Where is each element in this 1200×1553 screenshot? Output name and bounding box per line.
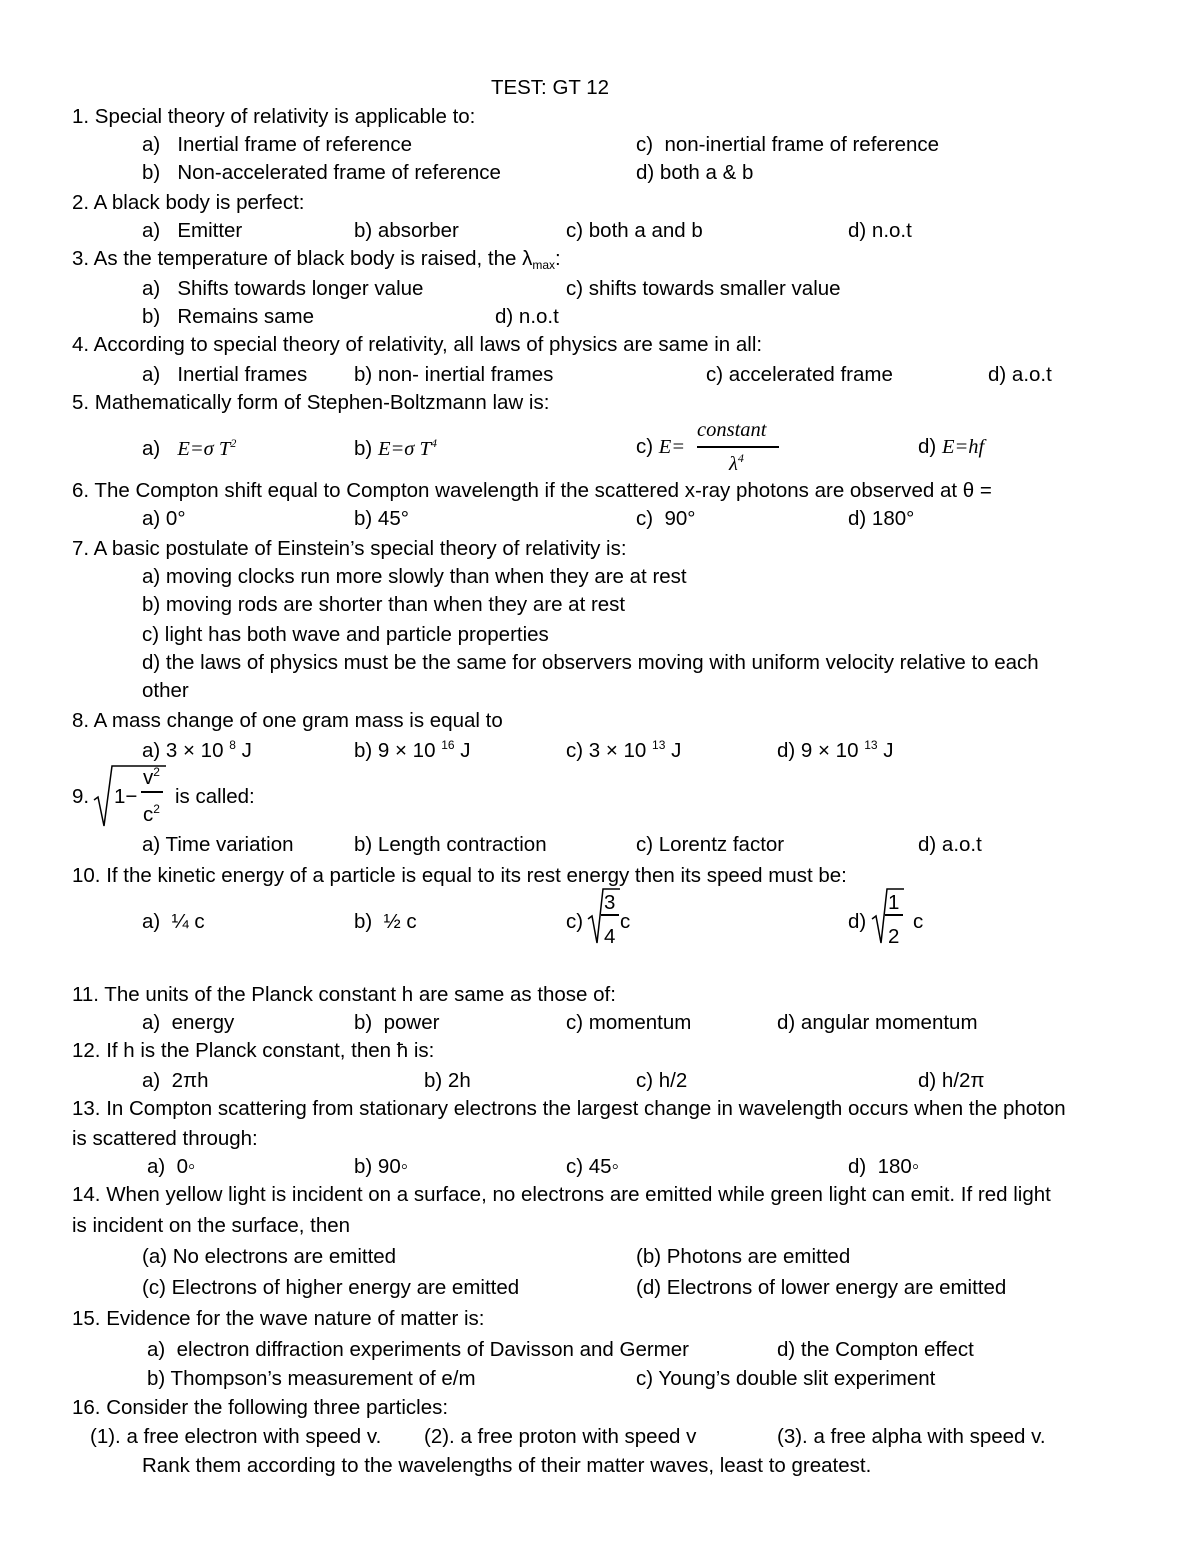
question-11-option-a: a) energy — [142, 1011, 235, 1034]
question-9-option-d: d) a.o.t — [918, 833, 982, 856]
fraction-numerator: constant — [697, 419, 767, 441]
question-9-option-a: a) Time variation — [142, 833, 294, 856]
option-text: a) 3 × 10 — [142, 738, 224, 762]
option-label: d) — [918, 435, 937, 458]
question-4-option-c: c) accelerated frame — [706, 363, 893, 386]
question-1-option-a: a) Inertial frame of reference — [142, 133, 413, 156]
question-4-option-d: d) a.o.t — [988, 363, 1052, 386]
option-text: d) 9 × 10 — [777, 738, 859, 762]
question-12-stem: 12. If h is the Planck constant, then ħ is: — [72, 1039, 435, 1062]
question-6-option-d: d) 180° — [848, 507, 915, 530]
q10-d-fraction-bar — [885, 914, 903, 916]
question-6-stem: 6. The Compton shift equal to Compton wavelength if the scattered x-ray photons are observed at θ = — [72, 479, 992, 502]
q9-numerator — [143, 766, 160, 788]
question-1-option-d: d) both a & b — [636, 161, 754, 184]
question-7-option-a: a) moving clocks run more slowly than when they are at rest — [142, 565, 687, 588]
question-3-option-c: c) shifts towards smaller value — [566, 277, 841, 300]
question-10-option-b: b) ½ c — [354, 910, 417, 933]
q10-c-numerator: 3 — [604, 891, 616, 914]
question-13-stem: 13. In Compton scattering from stationary electrons the largest change in wavelength occurs when the photon — [72, 1097, 1066, 1120]
question-3-stem — [72, 249, 561, 271]
question-12-option-d: d) h/2π — [918, 1069, 985, 1092]
equation-d: E=hf — [941, 436, 985, 458]
question-14-option-c: (c) Electrons of higher energy are emitted — [142, 1276, 520, 1299]
option-text: c) 3 × 10 — [566, 738, 647, 762]
equation-a: E=σ T — [177, 437, 231, 460]
q9-denominator — [143, 803, 160, 825]
question-16-particle-3: (3). a free alpha with speed v. — [777, 1425, 1046, 1448]
question-8-option-d — [777, 739, 894, 761]
question-11-option-d: d) angular momentum — [777, 1011, 978, 1034]
question-9-option-c: c) Lorentz factor — [636, 833, 785, 856]
question-8-option-b — [354, 739, 471, 761]
question-12-option-c: c) h/2 — [636, 1069, 688, 1092]
question-15-option-d: d) the Compton effect — [777, 1338, 974, 1361]
question-14-option-b: (b) Photons are emitted — [636, 1245, 851, 1268]
question-5-option-d — [918, 437, 984, 458]
question-14-stem: 14. When yellow light is incident on a surface, no electrons are emitted while green light can emit. If red light — [72, 1183, 1051, 1206]
exponent: 8 — [229, 738, 236, 752]
question-11-stem: 11. The units of the Planck constant h are same as those of: — [72, 983, 616, 1006]
question-2-option-c: c) both a and b — [566, 219, 703, 242]
question-3-option-a: a) Shifts towards longer value — [142, 277, 424, 300]
question-7-stem: 7. A basic postulate of Einstein’s special theory of relativity is: — [72, 537, 627, 560]
question-3-stem-colon: : — [555, 247, 561, 270]
light-speed-symbol: c — [143, 802, 154, 826]
question-6-option-c: c) 90° — [636, 507, 696, 530]
question-14-option-d: (d) Electrons of lower energy are emitted — [636, 1276, 1007, 1299]
q10-c-fraction-bar — [601, 914, 619, 916]
question-2-option-a: a) Emitter — [142, 219, 243, 242]
question-4-option-a: a) Inertial frames — [142, 363, 308, 386]
question-5-option-b — [354, 437, 437, 459]
question-16-particle-1: (1). a free electron with speed v. — [90, 1425, 382, 1448]
equation-b: E=σ T — [377, 437, 431, 460]
question-5-option-a — [142, 437, 236, 459]
question-15-option-c: c) Young’s double slit experiment — [636, 1367, 936, 1390]
question-14-option-a: (a) No electrons are emitted — [142, 1245, 397, 1268]
q10-d-denominator: 2 — [888, 925, 900, 948]
question-5-stem: 5. Mathematically form of Stephen-Boltzmann law is: — [72, 391, 550, 414]
question-7-option-d-continued: other — [142, 679, 189, 702]
velocity-symbol: v — [143, 765, 154, 789]
question-13-option-a: a) 0◦ — [147, 1155, 196, 1178]
option-label: a) — [142, 436, 161, 460]
question-4-option-b: b) non- inertial frames — [354, 363, 554, 386]
lambda-max-subscript: max — [532, 258, 556, 272]
exponent: 4 — [737, 451, 744, 465]
option-label: c) — [636, 435, 654, 458]
exponent: 2 — [230, 436, 237, 450]
question-12-option-b: b) 2h — [424, 1069, 471, 1092]
question-9-option-b: b) Length contraction — [354, 833, 547, 856]
question-1-option-b: b) Non-accelerated frame of reference — [142, 161, 501, 184]
question-1-stem: 1. Special theory of relativity is applicable to: — [72, 105, 476, 128]
question-15-stem: 15. Evidence for the wave nature of matter is: — [72, 1307, 485, 1330]
exponent: 16 — [441, 738, 455, 752]
fraction-bar — [697, 446, 779, 448]
question-10-option-a: a) ¼ c — [142, 910, 205, 933]
question-13-stem-continued: is scattered through: — [72, 1127, 258, 1150]
q10-c-denominator: 4 — [604, 925, 616, 948]
question-10-option-d-label: d) — [848, 910, 867, 933]
equation-c-lhs: E= — [658, 436, 686, 458]
q10-d-tail: c — [913, 910, 924, 933]
question-13-option-b: b) 90◦ — [354, 1155, 408, 1178]
exponent: 2 — [153, 765, 160, 779]
fraction-denominator — [729, 452, 744, 474]
exponent: 2 — [153, 802, 160, 816]
question-8-option-c — [566, 739, 681, 761]
option-label: b) — [354, 436, 373, 460]
exponent: 13 — [864, 738, 878, 752]
question-3-stem-text: 3. As the temperature of black body is raised, the λ — [72, 247, 533, 270]
question-14-stem-continued: is incident on the surface, then — [72, 1214, 351, 1237]
question-3-option-b: b) Remains same — [142, 305, 315, 328]
question-1-option-c: c) non-inertial frame of reference — [636, 133, 940, 156]
question-2-option-b: b) absorber — [354, 219, 459, 242]
exponent: 4 — [430, 436, 437, 450]
question-8-stem: 8. A mass change of one gram mass is equal to — [72, 709, 503, 732]
question-16-instruction: Rank them according to the wavelengths of their matter waves, least to greatest. — [142, 1454, 872, 1477]
question-9-stem-tail: is called: — [175, 785, 255, 808]
lambda-symbol: λ — [729, 452, 738, 475]
question-16-stem: 16. Consider the following three particles: — [72, 1396, 449, 1419]
question-4-stem: 4. According to special theory of relativity, all laws of physics are same in all: — [72, 333, 763, 356]
question-3-option-d: d) n.o.t — [495, 305, 559, 328]
unit: J — [665, 738, 682, 762]
question-6-option-a: a) 0° — [142, 507, 186, 530]
exponent: 13 — [652, 738, 666, 752]
question-5-option-c-label — [636, 437, 685, 458]
question-16-particle-2: (2). a free proton with speed v — [424, 1425, 697, 1448]
question-15-option-b: b) Thompson’s measurement of e/m — [147, 1367, 476, 1390]
question-12-option-a: a) 2πh — [142, 1069, 209, 1092]
question-10-option-c-label: c) — [566, 910, 584, 933]
q9-fraction-bar — [141, 791, 163, 793]
question-11-option-c: c) momentum — [566, 1011, 692, 1034]
question-2-option-d: d) n.o.t — [848, 219, 912, 242]
question-13-option-d: d) 180◦ — [848, 1155, 920, 1178]
question-13-option-c: c) 45◦ — [566, 1155, 619, 1178]
question-7-option-c: c) light has both wave and particle properties — [142, 623, 549, 646]
question-11-option-b: b) power — [354, 1011, 440, 1034]
question-10-stem: 10. If the kinetic energy of a particle is equal to its rest energy then its speed must be: — [72, 864, 847, 887]
question-8-option-a — [142, 739, 252, 761]
unit: J — [877, 738, 894, 762]
question-15-option-a: a) electron diffraction experiments of Davisson and Germer — [147, 1338, 689, 1361]
q10-d-numerator: 1 — [888, 891, 900, 914]
question-7-option-b: b) moving rods are shorter than when they are at rest — [142, 593, 626, 616]
question-2-stem: 2. A black body is perfect: — [72, 191, 305, 214]
one-minus-term: 1− — [114, 785, 138, 808]
question-9-number: 9. — [72, 785, 90, 808]
unit: J — [454, 738, 471, 762]
unit: J — [235, 738, 252, 762]
question-7-option-d: d) the laws of physics must be the same for observers moving with uniform velocity relative to each — [142, 651, 1039, 674]
page-title: TEST: GT 12 — [490, 76, 610, 99]
q10-c-tail: c — [620, 910, 631, 933]
option-text: b) 9 × 10 — [354, 738, 436, 762]
question-6-option-b: b) 45° — [354, 507, 409, 530]
